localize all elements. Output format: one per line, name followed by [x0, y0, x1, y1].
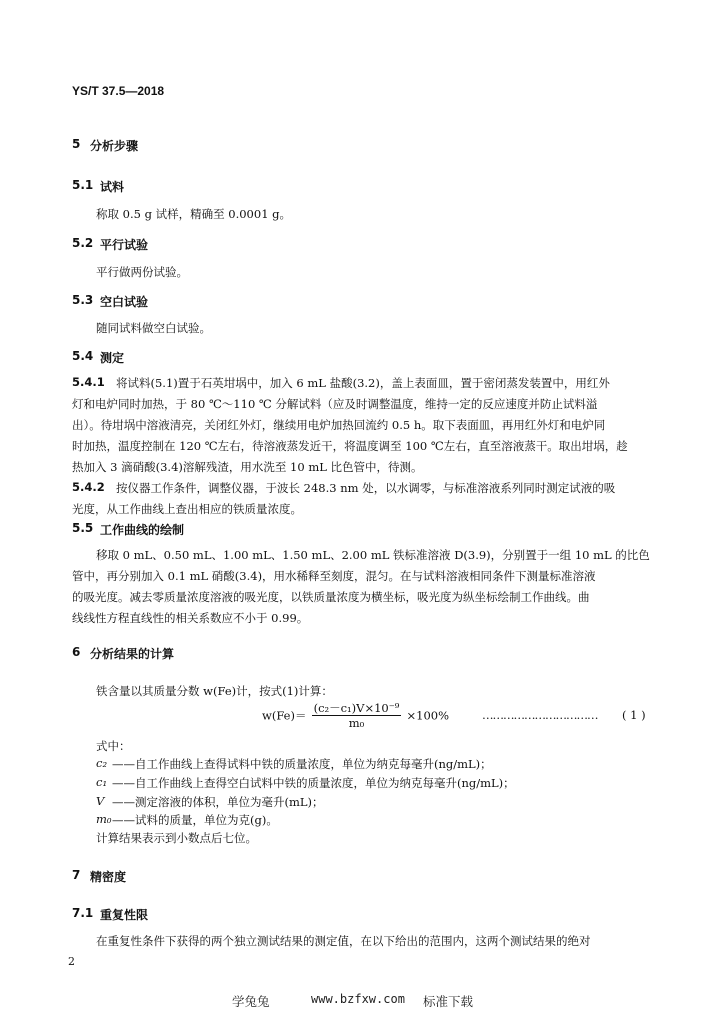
- variable-symbol: c₁: [96, 775, 108, 789]
- clause-5-4-1-line: 出）。待坩埚中溶液清亮，关闭红外灯，继续用电炉加热回流约 0.5 h。取下表面皿，再用红外灯和电炉同: [72, 418, 606, 432]
- clause-5-4-1-line: 灯和电炉同时加热，于 80 ℃～110 ℃ 分解试料（应及时调整温度，维持一定的反应速度并防止试料溢: [72, 397, 598, 411]
- section-number: 7: [72, 868, 81, 882]
- section-5-1-text: 称取 0.5 g 试样，精确至 0.0001 g。: [96, 207, 292, 221]
- clause-5-4-2-line: 按仪器工作条件，调整仪器，于波长 248.3 nm 处，以水调零，与标准溶液系列同时测定试液的吸: [116, 481, 616, 495]
- formula-1: [262, 701, 449, 730]
- section-5-1-heading: [72, 178, 125, 194]
- document-code: YS/T 37.5—2018: [72, 84, 165, 98]
- footer-url[interactable]: www.bzfxw.com: [311, 992, 405, 1006]
- section-number: 5.3: [72, 293, 94, 307]
- section-7-heading: [72, 868, 127, 884]
- section-5-5-line: 管中，再分别加入 0.1 mL 硝酸(3.4)，用水稀释至刻度，混匀。在与试料溶液相同条件下测量标准溶液: [72, 569, 596, 583]
- variable-description: ——自工作曲线上查得试料中铁的质量浓度，单位为纳克每毫升(ng/mL)；: [112, 757, 492, 771]
- section-5-5-line: 线线性方程直线性的相关系数应不小于 0.99。: [72, 611, 309, 625]
- section-6-heading: [72, 645, 175, 661]
- section-title: 工作曲线的绘制: [100, 523, 185, 537]
- variable-description: ——试料的质量，单位为克(g)。: [112, 813, 278, 827]
- clause-5-4-1-line: 热加入 3 滴硝酸(3.4)溶解残渣，用水洗至 10 mL 比色管中，待测。: [72, 460, 423, 474]
- formula-numerator: (c₂－c₁)V×10⁻⁹: [313, 701, 400, 715]
- page-number: 2: [68, 955, 75, 968]
- footer-site-name: 学兔兔: [232, 994, 270, 1009]
- clause-5-4-2-line: 光度，从工作曲线上查出相应的铁质量浓度。: [72, 502, 302, 516]
- section-number: 5.1: [72, 178, 94, 192]
- section-5-2-heading: [72, 236, 149, 252]
- section-5-2-text: 平行做两份试验。: [96, 265, 188, 279]
- clause-5-4-1-line: 时加热，温度控制在 120 ℃左右，待溶液蒸发近干，将温度调至 100 ℃左右，直至溶液蒸干。取出坩埚，趁: [72, 439, 628, 453]
- section-title: 分析步骤: [90, 139, 139, 153]
- section-7-1-text: 在重复性条件下获得的两个独立测试结果的测定值，在以下给出的范围内，这两个测试结果的绝对: [96, 934, 591, 948]
- section-title: 精密度: [90, 870, 127, 884]
- section-5-heading: [72, 137, 139, 153]
- section-title: 分析结果的计算: [90, 647, 175, 661]
- variable-symbol: c₂: [96, 756, 108, 770]
- formula-suffix: ×100%: [406, 708, 450, 723]
- section-5-5-heading: [72, 521, 185, 537]
- section-title: 平行试验: [100, 238, 149, 252]
- formula-denominator: m₀: [348, 716, 365, 730]
- section-title: 试料: [100, 180, 125, 194]
- section-5-5-line: 移取 0 mL、0.50 mL、1.00 mL、1.50 mL、2.00 mL 铁标准溶液 D(3.9)，分别置于一组 10 mL 的比色: [96, 548, 650, 562]
- calculation-intro: 铁含量以其质量分数 w(Fe)计，按式(1)计算：: [96, 684, 333, 698]
- section-title: 空白试验: [100, 295, 149, 309]
- section-title: 重复性限: [100, 908, 149, 922]
- where-label: 式中：: [96, 739, 131, 753]
- formula-leader-dots: ……………………………: [482, 708, 598, 722]
- result-precision-note: 计算结果表示到小数点后七位。: [96, 831, 257, 845]
- section-title: 测定: [100, 351, 125, 365]
- formula-fraction: [312, 701, 402, 730]
- variable-description: ——自工作曲线上查得空白试料中铁的质量浓度，单位为纳克每毫升(ng/mL)；: [112, 776, 515, 790]
- section-number: 5.5: [72, 521, 94, 535]
- formula-number: ( 1 ): [622, 708, 646, 722]
- formula-lhs: w(Fe)＝: [262, 708, 307, 723]
- section-number: 7.1: [72, 906, 94, 920]
- section-5-4-heading: [72, 349, 125, 365]
- footer-slogan: 标准下载: [423, 994, 474, 1009]
- section-number: 5: [72, 137, 81, 151]
- variable-symbol: V: [96, 794, 105, 808]
- section-7-1-heading: [72, 906, 149, 922]
- section-number: 5.4: [72, 349, 94, 363]
- section-5-3-text: 随同试料做空白试验。: [96, 321, 211, 335]
- clause-5-4-2-number: 5.4.2: [72, 480, 105, 494]
- section-5-5-line: 的吸光度。减去零质量浓度溶液的吸光度，以铁质量浓度为横坐标，吸光度为纵坐标绘制工作曲线。曲: [72, 590, 590, 604]
- variable-description: ——测定溶液的体积，单位为毫升(mL)；: [112, 795, 324, 809]
- section-number: 5.2: [72, 236, 94, 250]
- clause-5-4-1-line: 将试料(5.1)置于石英坩埚中，加入 6 mL 盐酸(3.2)，盖上表面皿，置于密闭蒸发装置中，用红外: [116, 376, 610, 390]
- section-5-3-heading: [72, 293, 149, 309]
- clause-5-4-1-number: 5.4.1: [72, 375, 105, 389]
- section-number: 6: [72, 645, 81, 659]
- variable-symbol: m₀: [96, 812, 112, 826]
